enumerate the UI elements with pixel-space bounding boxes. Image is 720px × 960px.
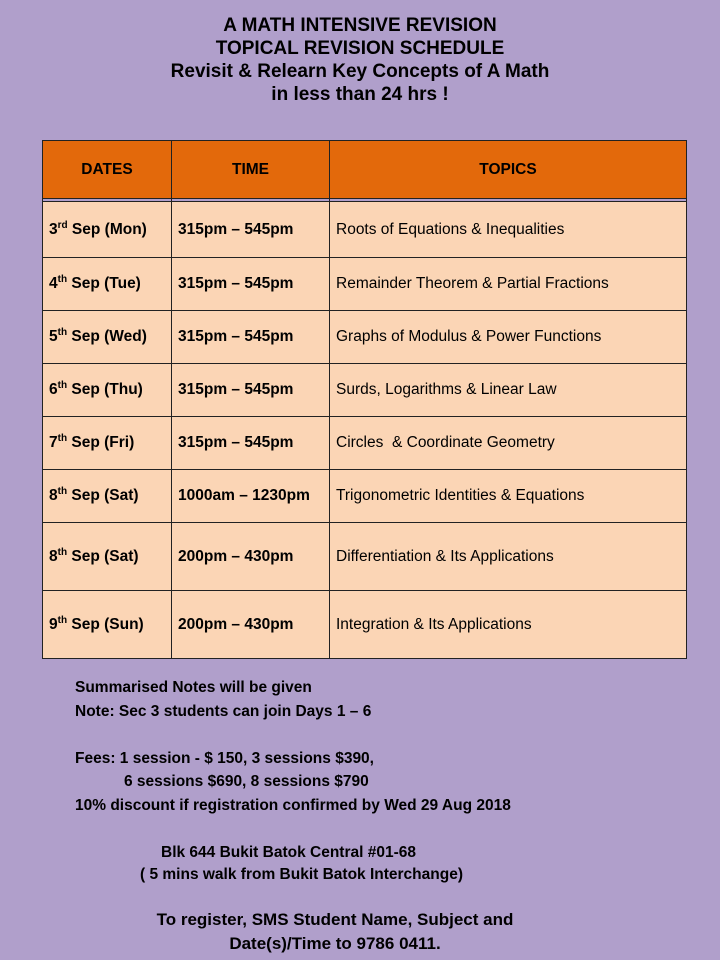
- register-info: [0, 908, 670, 956]
- date-day: 8: [49, 547, 58, 565]
- date-day: 7: [49, 434, 58, 451]
- tagline-2: in less than 24 hrs !: [271, 84, 449, 105]
- time-cell: 315pm – 545pm: [172, 417, 330, 470]
- register-line: Date(s)/Time to 9786 0411.: [229, 934, 441, 953]
- date-cell: [43, 591, 172, 659]
- date-day: 9: [49, 615, 58, 633]
- table-row: [43, 417, 687, 470]
- date-day: 3: [49, 220, 58, 238]
- register-line: To register, SMS Student Name, Subject and: [156, 910, 514, 929]
- date-suffix: th: [57, 546, 68, 558]
- table-row: [43, 523, 687, 591]
- date-day: 5: [49, 328, 58, 345]
- address: [140, 842, 463, 886]
- notes-line: Note: Sec 3 students can join Days 1 – 6: [75, 702, 372, 720]
- table-row: [43, 364, 687, 417]
- spacer: [75, 723, 511, 747]
- date-cell: [43, 258, 172, 311]
- date-cell: [43, 202, 172, 258]
- time-cell: 1000am – 1230pm: [172, 470, 330, 523]
- fees-line: Fees: 1 session - $ 150, 3 sessions $390,: [75, 749, 374, 767]
- table-header-row: [43, 141, 687, 199]
- title: A MATH INTENSIVE REVISION: [223, 15, 497, 36]
- time-cell: 200pm – 430pm: [172, 523, 330, 591]
- date-rest: Sep (Sat): [67, 487, 139, 504]
- topic-cell: Remainder Theorem & Partial Fractions: [330, 258, 687, 311]
- subtitle: TOPICAL REVISION SCHEDULE: [215, 38, 505, 59]
- date-cell: [43, 523, 172, 591]
- date-rest: Sep (Mon): [67, 220, 147, 238]
- date-cell: [43, 311, 172, 364]
- notes: [75, 676, 511, 817]
- time-cell: 200pm – 430pm: [172, 591, 330, 659]
- tagline: Revisit & Relearn Key Concepts of A Math: [170, 61, 550, 82]
- date-rest: Sep (Sun): [67, 615, 144, 633]
- date-suffix: th: [57, 433, 68, 444]
- table-row: [43, 591, 687, 659]
- date-suffix: rd: [57, 219, 68, 231]
- time-cell: 315pm – 545pm: [172, 202, 330, 258]
- schedule-table: [42, 140, 687, 659]
- topic-cell: Circles & Coordinate Geometry: [330, 417, 687, 470]
- time-cell: 315pm – 545pm: [172, 364, 330, 417]
- date-day: 8: [49, 487, 58, 504]
- time-cell: 315pm – 545pm: [172, 258, 330, 311]
- date-day: 4: [49, 275, 58, 292]
- table-row: [43, 258, 687, 311]
- date-rest: Sep (Sat): [67, 547, 139, 565]
- table-row: [43, 202, 687, 258]
- address-line: ( 5 mins walk from Bukit Batok Interchange): [140, 866, 463, 883]
- date-rest: Sep (Tue): [67, 275, 141, 292]
- date-rest: Sep (Wed): [67, 328, 147, 345]
- date-cell: [43, 470, 172, 523]
- topic-cell: Surds, Logarithms & Linear Law: [330, 364, 687, 417]
- date-suffix: th: [57, 380, 68, 391]
- table-row: [43, 470, 687, 523]
- discount-line: 10% discount if registration confirmed by Wed 29 Aug 2018: [75, 796, 511, 814]
- notes-line: Summarised Notes will be given: [75, 679, 312, 696]
- date-day: 6: [49, 381, 58, 398]
- topic-cell: Differentiation & Its Applications: [330, 523, 687, 591]
- topic-cell: Integration & Its Applications: [330, 591, 687, 659]
- date-suffix: th: [57, 614, 68, 626]
- topic-cell: Graphs of Modulus & Power Functions: [330, 311, 687, 364]
- date-suffix: th: [57, 274, 68, 285]
- time-cell: 315pm – 545pm: [172, 311, 330, 364]
- column-header-time: TIME: [172, 141, 330, 199]
- topic-cell: Roots of Equations & Inequalities: [330, 202, 687, 258]
- column-header-dates: DATES: [43, 141, 172, 199]
- date-cell: [43, 417, 172, 470]
- date-rest: Sep (Thu): [67, 381, 143, 398]
- header: [0, 14, 720, 106]
- date-rest: Sep (Fri): [67, 434, 135, 451]
- table-row: [43, 311, 687, 364]
- date-cell: [43, 364, 172, 417]
- date-suffix: th: [57, 486, 68, 497]
- topic-cell: Trigonometric Identities & Equations: [330, 470, 687, 523]
- column-header-topics: TOPICS: [330, 141, 687, 199]
- fees-line: 6 sessions $690, 8 sessions $790: [124, 773, 369, 790]
- date-suffix: th: [57, 327, 68, 338]
- address-line: Blk 644 Bukit Batok Central #01-68: [161, 844, 416, 861]
